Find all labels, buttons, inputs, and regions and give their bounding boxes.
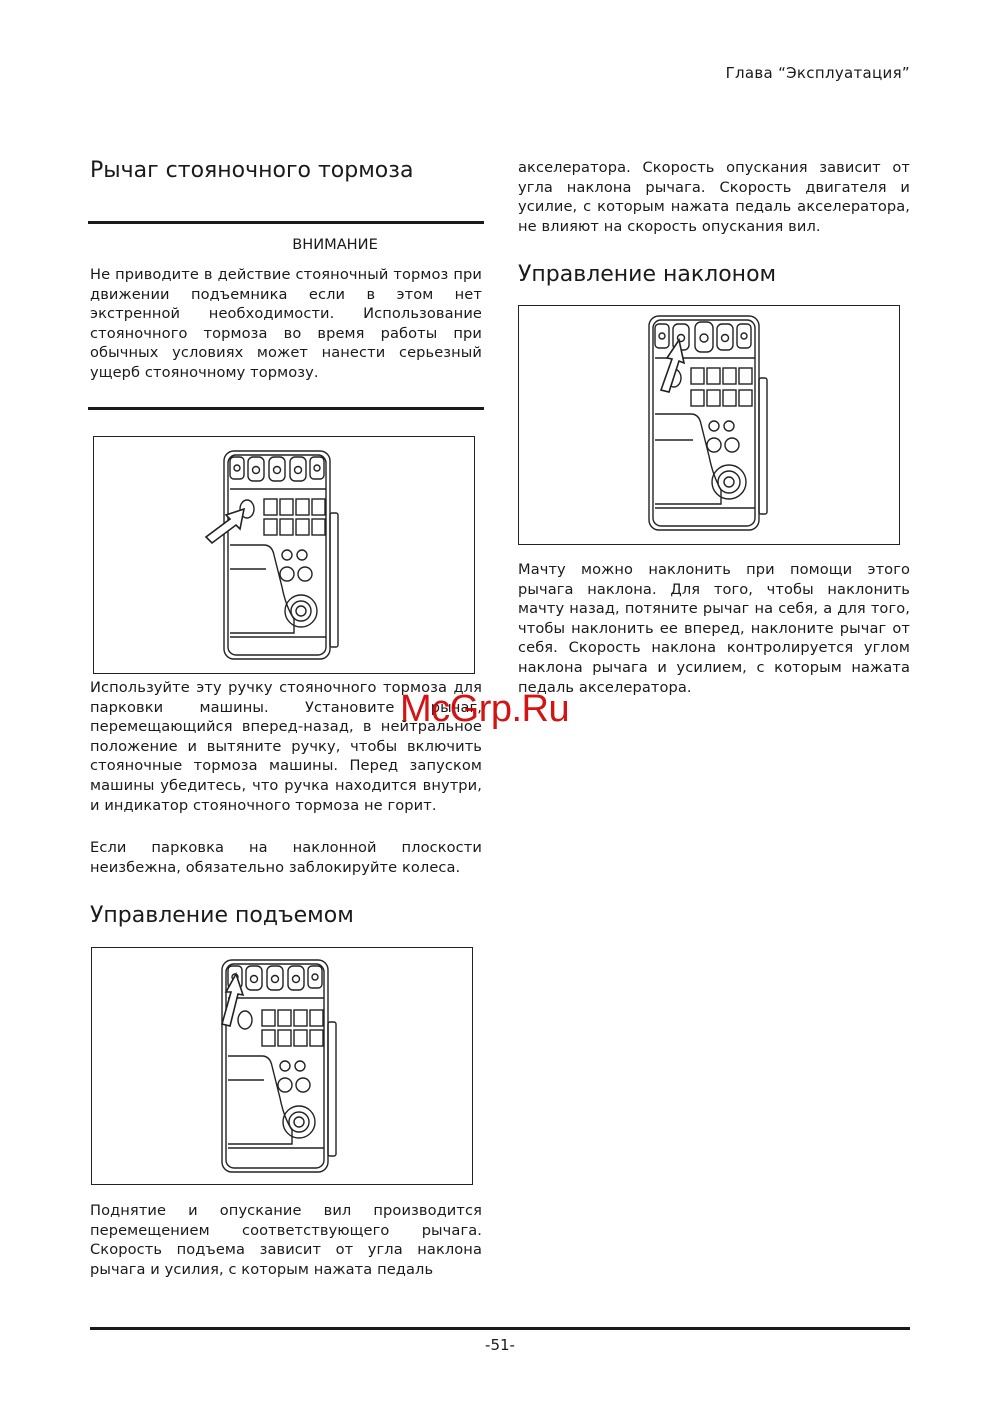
warning-text: Не приводите в действие стояночный тормоз при движении подъемника если в этом нет экстренной необходимости. Использование стояночного тормоза во время работы при обычных условиях может нанести серьезный ущерб стояночному тормозу. xyxy=(90,266,482,381)
tilt-control-heading: Управление наклоном xyxy=(518,262,777,287)
section-title-parking-brake xyxy=(90,158,482,184)
control-panel-illustration xyxy=(94,437,476,675)
lift-control-continued-text: акселератора. Скорость опускания зависит от угла наклона рычага. Скорость двигателя и усилие, с которым нажата педаль акселератора, не влияют на скорость опускания вил. xyxy=(518,159,910,235)
slope-text: Если парковка на наклонной плоскости неизбежна, обязательно заблокируйте колеса. xyxy=(90,839,482,876)
page-number: -51- xyxy=(485,1336,515,1354)
section-heading: Рычаг стояночного тормоза xyxy=(90,158,414,183)
warning-top-rule xyxy=(88,221,484,224)
parking-brake-text: Используйте эту ручку стояночного тормоза для парковки машины. Установите рычаг, перемещающийся вперед-назад, в нейтральное положение и вытяните ручку, чтобы включить стояночные тормоза машины. Перед запуском машины убедитесь, что ручка находится внутри, и индикатор стояночного тормоза не горит. xyxy=(90,679,482,814)
lift-control-figure xyxy=(91,947,473,1185)
parking-brake-figure xyxy=(93,436,475,674)
footer-rule xyxy=(90,1327,910,1330)
pointer-arrow-icon xyxy=(222,974,243,1026)
watermark: McGrp.Ru xyxy=(400,688,570,730)
warning-title: ВНИМАНИЕ xyxy=(292,236,378,253)
lift-control-heading: Управление подъемом xyxy=(90,903,354,928)
chapter-title: Глава “Эксплуатация” xyxy=(725,64,910,82)
warning-bottom-rule xyxy=(88,407,484,410)
tilt-control-figure xyxy=(518,305,900,545)
tilt-control-text: Мачту можно наклонить при помощи этого рычага наклона. Для того, чтобы наклонить мачту назад, потяните рычаг на себя, а для того, чтобы наклонить ее вперед, наклоните рычаг от себя. Скорость наклона контролируется углом наклона рычага и усилием, с которым нажата педаль акселератора. xyxy=(518,561,910,696)
control-panel-illustration xyxy=(519,306,901,546)
pointer-arrow-icon xyxy=(206,509,244,543)
lift-control-text: Поднятие и опускание вил производится перемещением соответствующего рычага. Скорость подъема зависит от угла наклона рычага и усилия, с которым нажата педаль xyxy=(90,1202,482,1278)
control-panel-illustration xyxy=(92,948,474,1186)
